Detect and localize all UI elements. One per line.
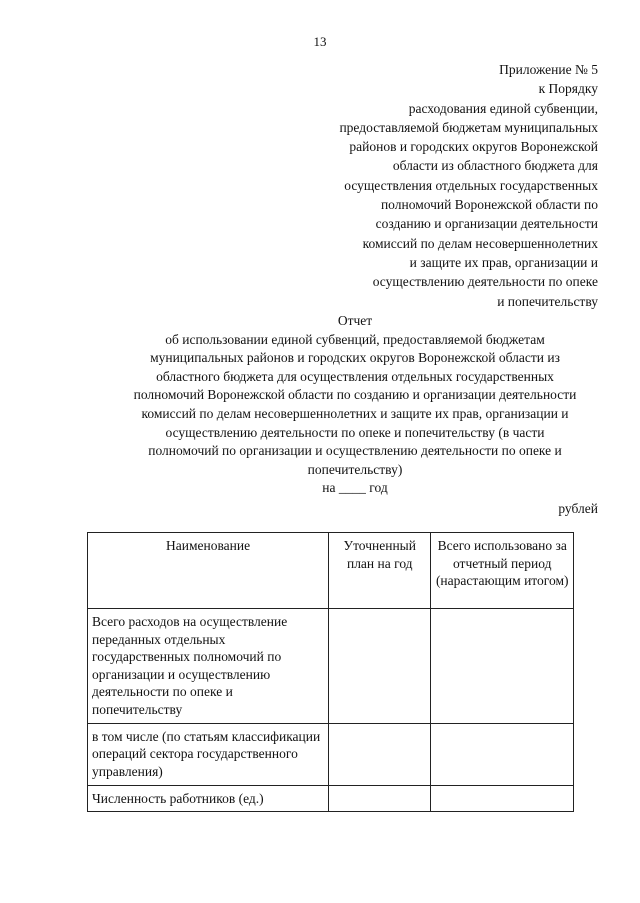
appendix-line: области из областного бюджета для bbox=[392, 158, 598, 174]
report-title-line: областного бюджета для осуществления отдельных государственных bbox=[156, 368, 554, 384]
report-table bbox=[87, 532, 574, 812]
report-period-line: на ____ год bbox=[322, 480, 388, 496]
row-plan-cell bbox=[329, 785, 431, 812]
table-row bbox=[88, 785, 574, 812]
appendix-line: и защите их прав, организации и bbox=[409, 254, 598, 270]
report-title-line: комиссий по делам несовершеннолетних и защите их прав, организации и bbox=[141, 405, 569, 421]
appendix-line: расходования единой субвенции, bbox=[408, 100, 598, 116]
appendix-line: осуществления отдельных государственных bbox=[344, 177, 598, 193]
report-title-line: полномочий по организации и осуществлению деятельности по опеке и bbox=[148, 443, 562, 459]
appendix-line: и попечительству bbox=[497, 293, 598, 309]
appendix-line: осуществлению деятельности по опеке bbox=[372, 274, 598, 290]
appendix-block bbox=[278, 60, 598, 311]
appendix-line: к Порядку bbox=[538, 81, 598, 97]
appendix-line: предоставляемой бюджетам муниципальных bbox=[339, 119, 598, 135]
row-plan-cell bbox=[329, 723, 431, 785]
row-name-cell: Всего расходов на осуществление переданных отдельных государственных полномочий по организации и осуществлению деятельности по опеке и попечительству bbox=[88, 609, 329, 724]
header-plan: Уточненный план на год bbox=[329, 533, 431, 609]
report-title-line: осуществлению деятельности по опеке и попечительству (в части bbox=[165, 424, 545, 440]
appendix-line: Приложение № 5 bbox=[499, 62, 598, 77]
row-used-cell bbox=[431, 609, 574, 724]
appendix-line: полномочий Воронежской области по bbox=[380, 197, 598, 213]
currency-unit: рублей bbox=[558, 501, 598, 516]
header-used: Всего использовано за отчетный период (нарастающим итогом) bbox=[431, 533, 574, 609]
page-number: 13 bbox=[313, 34, 327, 49]
row-used-cell bbox=[431, 785, 574, 812]
appendix-line: комиссий по делам несовершеннолетних bbox=[362, 235, 598, 251]
report-title-line: полномочий Воронежской области по созданию и организации деятельности bbox=[133, 387, 577, 403]
appendix-line: районов и городских округов Воронежской bbox=[349, 139, 598, 155]
report-title-line: Отчет bbox=[337, 313, 373, 328]
row-used-cell bbox=[431, 723, 574, 785]
report-title bbox=[60, 312, 640, 498]
table-row bbox=[88, 609, 574, 724]
table-row bbox=[88, 723, 574, 785]
row-plan-cell bbox=[329, 609, 431, 724]
report-title-line: об использовании единой субвенций, предоставляемой бюджетам bbox=[165, 331, 545, 347]
report-title-line: попечительству) bbox=[307, 461, 403, 477]
row-name-cell: в том числе (по статьям классификации операций сектора государственного управления) bbox=[88, 723, 329, 785]
header-name: Наименование bbox=[88, 533, 329, 609]
row-name-cell: Численность работников (ед.) bbox=[88, 785, 329, 812]
table-header-row bbox=[88, 533, 574, 609]
report-title-line: муниципальных районов и городских округов Воронежской области из bbox=[150, 350, 560, 366]
appendix-line: созданию и организации деятельности bbox=[375, 216, 598, 232]
